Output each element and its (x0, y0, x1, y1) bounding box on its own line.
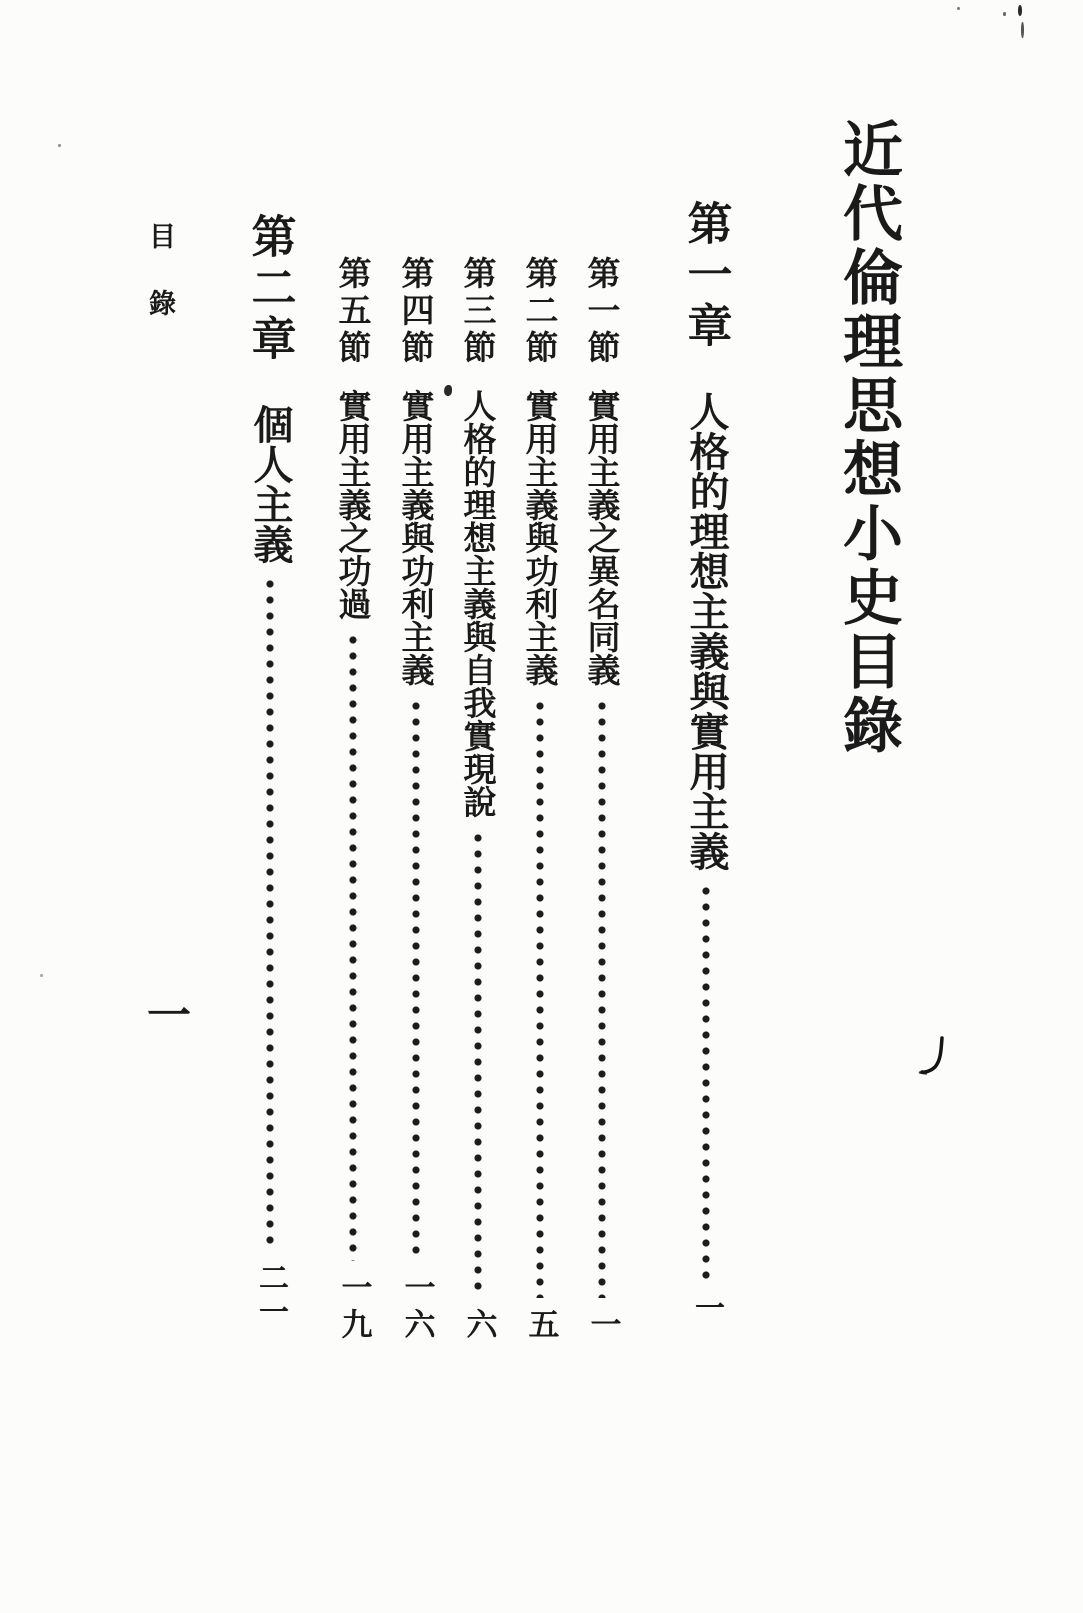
toc-entry-title: 實用主義與功利主義 (520, 389, 560, 686)
toc-entry-page-number: 六 (460, 1308, 497, 1345)
toc-entry-page-number: 一 (584, 1308, 621, 1345)
dotted-leader (411, 698, 421, 1261)
toc-entry-number: 第二章 (243, 213, 297, 366)
toc-entry-page-number: 一九 (335, 1271, 372, 1345)
toc-entry-page-number: 一六 (398, 1271, 435, 1345)
toc-entry-section-2 (512, 256, 568, 1345)
dotted-leader (348, 632, 358, 1261)
toc-entry-number: 第二節 (520, 256, 560, 367)
toc-entry-section-5 (325, 256, 381, 1345)
book-title: 近代倫理思想小史目錄 (833, 118, 903, 758)
dotted-leader (597, 698, 607, 1298)
toc-entry-title: 實用主義之功過 (333, 389, 373, 620)
toc-entry-chapter-1 (676, 200, 736, 1326)
toc-entry-number: 第一章 (679, 200, 733, 353)
toc-entry-number: 第四節 (396, 256, 436, 367)
dotted-leader (535, 698, 545, 1298)
ink-speck (1018, 5, 1022, 16)
toc-entry-title: 人格的理想主義與實用主義 (683, 391, 730, 871)
toc-entry-page-number: 五 (522, 1308, 559, 1345)
toc-entry-number: 第三節 (458, 256, 498, 367)
ink-speck (1003, 12, 1006, 16)
toc-entry-title: 實用主義之異名同義 (582, 389, 622, 686)
margin-header: 目錄 (144, 222, 175, 356)
dotted-leader (265, 576, 275, 1252)
dotted-leader (701, 883, 711, 1282)
toc-entry-title: 人格的理想主義與自我實現說 (458, 389, 498, 818)
ink-speck (58, 144, 61, 147)
dotted-leader (473, 830, 483, 1298)
ink-speck (1021, 22, 1024, 38)
ink-speck (957, 7, 960, 10)
toc-entry-title: 個人主義 (247, 404, 294, 564)
toc-entry-section-1 (574, 256, 630, 1345)
ink-speck (444, 385, 452, 396)
toc-entry-page-number: 一 (689, 1292, 724, 1326)
toc-entry-chapter-2 (240, 213, 300, 1330)
toc-entry-title: 實用主義與功利主義 (396, 389, 436, 686)
toc-entry-number: 第一節 (582, 256, 622, 367)
folio-page-number: 一 (139, 992, 190, 1036)
toc-entry-number: 第五節 (333, 256, 373, 367)
ink-smudge (918, 1034, 950, 1084)
ink-speck (40, 974, 43, 977)
toc-entry-section-3 (450, 256, 506, 1345)
toc-entry-page-number: 二一 (253, 1262, 288, 1330)
toc-entry-section-4 (388, 256, 444, 1345)
